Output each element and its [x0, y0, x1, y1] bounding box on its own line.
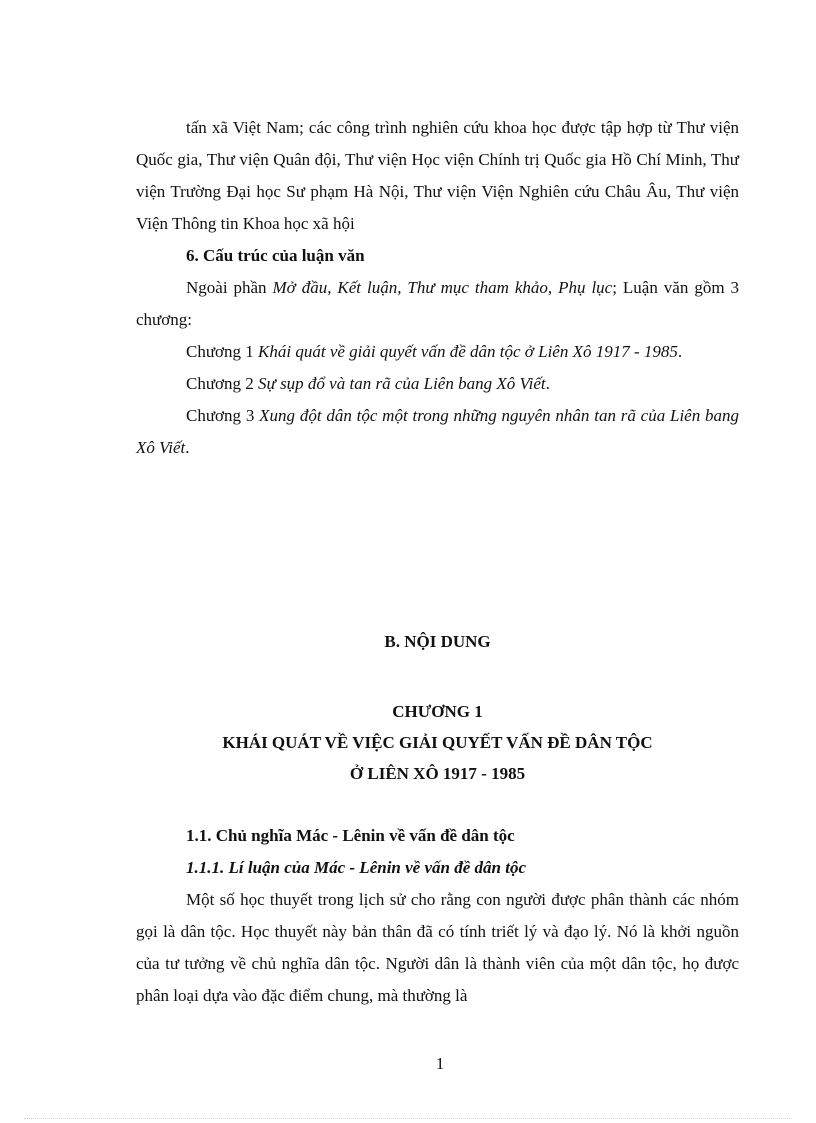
chapter-2-label: Chương 2: [186, 374, 259, 393]
section-1-1: [136, 820, 739, 1012]
part-title: B. NỘI DUNG: [384, 632, 491, 651]
chapter-1-summary: [136, 336, 739, 368]
chapter-title-line-1: KHÁI QUÁT VỀ VIỆC GIẢI QUYẾT VẤN ĐỀ DÂN TỘC: [222, 733, 653, 752]
chapter-2-end: .: [545, 374, 550, 393]
section-1-1-1-heading: 1.1.1. Lí luận của Mác - Lênin về vấn đề dân tộc: [186, 858, 526, 877]
structure-intro-italic: Mở đầu, Kết luận, Thư mục tham khảo, Phụ lục: [272, 278, 613, 297]
structure-intro-after: ; Luận văn gồm 3 chương:: [136, 278, 740, 329]
chapter-heading: [136, 696, 739, 789]
chapter-3-summary: [136, 400, 739, 464]
chapter-1-label: Chương 1: [186, 342, 259, 361]
chapter-3-label: Chương 3: [186, 406, 260, 425]
page-bottom-border: [24, 1118, 792, 1119]
chapter-title-line-2: Ở LIÊN XÔ 1917 - 1985: [349, 764, 526, 783]
chapter-number: CHƯƠNG 1: [392, 702, 483, 721]
chapter-1-end: .: [677, 342, 683, 361]
intro-section: [136, 112, 739, 464]
body-paragraph: Một số học thuyết trong lịch sử cho rằng con người được phân thành các nhóm gọi là dân tộc. Học thuyết này bản thân đã có tính triết lý và đạo lý. Nó là khởi nguồn của tư tưởng về chủ nghĩa dân tộc. Người dân là thành viên của một dân tộc, họ được phân loại dựa vào đặc điểm chung, mà thường là: [136, 890, 739, 1005]
structure-intro-paragraph: [136, 272, 739, 336]
chapter-2-summary: [136, 368, 739, 400]
sources-paragraph: tấn xã Việt Nam; các công trình nghiên cứu khoa học được tập hợp từ Thư viện Quốc gia, Thư viện Quân đội, Thư viện Học viện Chính trị Quốc gia Hồ Chí Minh, Thư viện Trường Đại học Sư phạm Hà Nội, Thư viện Viện Nghiên cứu Châu Âu, Thư viện Viện Thông tin Khoa học xã hội: [136, 118, 739, 233]
section-1-1-heading: 1.1. Chủ nghĩa Mác - Lênin về vấn đề dân tộc: [186, 826, 515, 845]
chapter-1-title: Khái quát về giải quyết vấn đề dân tộc ở Liên Xô 1917 - 1985: [258, 342, 678, 361]
chapter-2-title: Sự sụp đổ và tan rã của Liên bang Xô Viết: [258, 374, 546, 393]
structure-intro-before: Ngoài phần: [186, 278, 273, 297]
chapter-3-title: Xung đột dân tộc một trong những nguyên nhân tan rã của Liên bang Xô Viết: [136, 406, 740, 457]
chapter-3-end: .: [185, 438, 190, 457]
thesis-structure-heading: 6. Cấu trúc của luận văn: [186, 246, 365, 265]
page-number: 1: [435, 1054, 445, 1073]
